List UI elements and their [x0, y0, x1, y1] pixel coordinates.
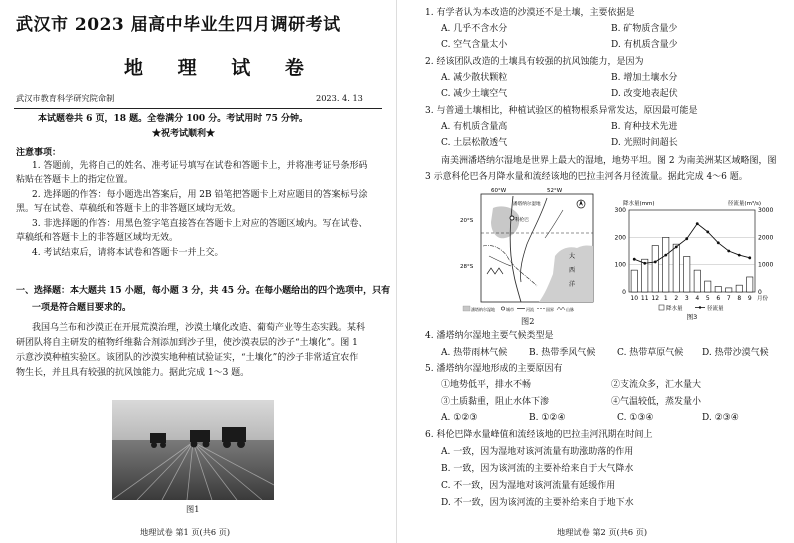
chart-category-label: 5 [705, 295, 710, 302]
figure-2-map [457, 186, 599, 318]
chart-bar-precip [694, 270, 700, 292]
q3-option-b: B. 育种技术先进 [611, 122, 678, 132]
q1-stem: 1. 有学者认为本改造的沙漠还不是土壤，主要依据是 [425, 8, 635, 18]
chart-left-tick-label: 300 [614, 207, 626, 214]
map-lat-label-2: 28°S [460, 264, 474, 270]
legend-river-label: 河流 [526, 307, 534, 312]
chart-left-axis-label: 降水量(mm) [623, 201, 655, 207]
q3-option-a: A. 有机质含量高 [441, 122, 508, 132]
chart-right-axis-label: 径流量(m³/s) [727, 201, 761, 207]
q3-stem: 3. 与普通土壤相比，种植试验区的植物根系异常发达，原因最可能是 [425, 106, 698, 116]
q6-stem: 6. 科伦巴降水量峰值和流经该地的巴拉圭河汛期在时间上 [425, 430, 653, 440]
section-title-line2: 一项是符合题目要求的。 [32, 303, 132, 313]
q5-stem: 5. 潘塔纳尔湿地形成的主要原因有 [425, 364, 563, 374]
legend-wetland-swatch [463, 306, 470, 311]
chart-line-runoff [634, 224, 750, 264]
corumba-city-dot [510, 216, 514, 220]
chart-category-label: 8 [737, 295, 742, 302]
chart-category-label: 6 [716, 295, 721, 302]
q2-stem: 2. 经该团队改造的土壤具有较强的抗风蚀能力，是因为 [425, 57, 644, 67]
figure-1-photo [112, 400, 274, 500]
chart-category-label: 4 [695, 295, 700, 302]
chart-left-tick-label: 100 [614, 261, 626, 269]
exam-title: 武汉市 2023 届高中毕业生四月调研考试 [16, 15, 341, 35]
figure-2-caption: 图2 [521, 316, 535, 326]
chart-legend-bar-label: 降水量 [666, 306, 683, 312]
chart-right-tick-label: 3000 [758, 207, 774, 214]
exam-summary: 本试题卷共 6 页，18 题。全卷满分 100 分。考试用时 75 分钟。 [38, 114, 309, 124]
q5-choice-a: A. ①②③ [441, 413, 478, 423]
q6-option-d: D. 不一致，因为该河流的主要补给来自于地下水 [441, 498, 634, 508]
chart-category-label: 7 [726, 295, 731, 302]
passage-line-3: 示意沙漠种植实验区。该团队的沙漠实地种植试验证实，“土壤化”的沙子非常适宜农作 [16, 353, 359, 363]
q3-option-c: C. 土层松散透气 [441, 138, 508, 148]
passage2-line-1: 南美洲潘塔纳尔湿地是世界上最大的湿地，地势平坦。图 2 为南美洲某区域略图，图 [441, 156, 777, 166]
exam-date: 2023. 4. 13 [316, 93, 363, 103]
legend-mountain-label: 山脉 [566, 307, 574, 312]
chart-bar-precip [631, 270, 637, 292]
chart-point-runoff [717, 241, 720, 244]
left-page [0, 0, 396, 543]
note-1a: 1. 答题前，先将自己的姓名、准考证号填写在试卷和答题卡上，并将准考证号条形码 [32, 161, 368, 171]
right-footer: 地理试卷 第2 页(共6 页) [557, 527, 648, 537]
notes-title: 注意事项： [16, 148, 62, 158]
chart-bar-precip [652, 246, 658, 292]
chart-legend-line-label: 径流量 [707, 306, 724, 312]
chart-bar-precip [663, 237, 669, 292]
right-page [397, 0, 794, 543]
map-ocean-char-3: 洋 [569, 281, 576, 288]
q5-choice-b: B. ①②④ [529, 413, 566, 423]
chart-point-runoff [706, 230, 709, 233]
q6-option-a: A. 一致，因为湿地对该河流量有助涨助落的作用 [441, 447, 634, 457]
q5-choice-c: C. ①③④ [617, 413, 654, 423]
passage2-line-2: 3 示意科伦巴各月降水量和流经该地的巴拉圭河各月径流量。据此完成 4～6 题。 [425, 172, 748, 182]
chart-point-runoff [696, 222, 699, 225]
legend-mountain-swatch [557, 307, 565, 310]
q4-stem: 4. 潘塔纳尔湿地主要气候类型是 [425, 331, 554, 341]
map-lon-label-1: 60°W [491, 188, 507, 194]
q6-option-b: B. 一致，因为该河流的主要补给来自于大气降水 [441, 464, 634, 474]
chart-left-tick-label: 200 [614, 234, 626, 242]
note-2a: 2. 选择题的作答：每小题选出答案后，用 2B 铅笔把答题卡上对应题目的答案标号涂 [32, 190, 368, 200]
q1-option-c: C. 空气含量太小 [441, 40, 508, 50]
chart-bar-precip [736, 285, 742, 292]
legend-border-label: 国界 [546, 307, 554, 312]
chart-point-runoff [727, 250, 730, 253]
q5-item-2: ②支流众多，汇水量大 [611, 380, 702, 390]
chart-point-runoff [664, 254, 667, 257]
note-3a: 3. 非选择题的作答：用黑色签字笔直接答在答题卡上对应的答题区域内。写在试卷、 [32, 219, 368, 229]
map-lat-label-1: 20°S [460, 218, 474, 224]
map-ocean-char-1: 大 [569, 253, 576, 260]
header-rule [14, 108, 382, 109]
q5-item-1: ①地势低平，排水不畅 [441, 380, 532, 390]
q6-option-c: C. 不一致，因为湿地对该河流量有延缓作用 [441, 481, 616, 491]
q4-option-c: C. 热带草原气候 [617, 348, 684, 358]
q4-option-a: A. 热带雨林气候 [441, 348, 508, 358]
chart-bar-precip [726, 288, 732, 292]
q4-option-b: B. 热带季风气候 [529, 348, 596, 358]
legend-city-swatch [501, 307, 504, 310]
chart-point-runoff [685, 237, 688, 240]
chart-bar-precip [715, 287, 721, 292]
passage-line-4: 物生长，并且具有较强的抗风蚀能力。据此完成 1～3 题。 [16, 368, 250, 378]
chart-bar-precip [673, 244, 679, 292]
chart-category-label: 10 [630, 295, 639, 302]
q2-option-a: A. 减少散状颗粒 [441, 73, 508, 83]
q1-option-b: B. 矿物质含量少 [611, 24, 678, 34]
chart-point-runoff [675, 246, 678, 249]
chart-x-axis-label: 月份 [757, 296, 769, 302]
chart-bar-precip [705, 281, 711, 292]
chart-category-label: 11 [640, 295, 649, 302]
blessing: ★祝考试顺利★ [152, 129, 216, 139]
chart-point-runoff [633, 258, 636, 261]
legend-wetland-label: 潘塔纳尔湿地 [471, 307, 495, 312]
chart-point-runoff [738, 254, 741, 257]
chart-point-runoff [654, 261, 657, 264]
map-ocean-char-2: 西 [569, 267, 576, 274]
note-3b: 草稿纸和答题卡上的非答题区域均无效。 [16, 233, 179, 243]
q2-option-c: C. 减少土壤空气 [441, 89, 508, 99]
q5-item-4: ④气温较低，蒸发量小 [611, 397, 702, 407]
note-4: 4. 考试结束后，请将本试卷和答题卡一并上交。 [32, 248, 224, 258]
q3-option-d: D. 光照时间超长 [611, 138, 678, 148]
chart-legend-line-marker [699, 306, 701, 308]
figure-3-chart [603, 196, 785, 322]
chart-category-label: 3 [684, 295, 689, 302]
chart-category-label: 1 [663, 295, 668, 302]
q1-option-d: D. 有机质含量少 [611, 40, 678, 50]
q2-option-b: B. 增加土壤水分 [611, 73, 678, 83]
q5-choice-d: D. ②③④ [702, 413, 739, 423]
chart-point-runoff [748, 256, 751, 259]
chart-point-runoff [643, 262, 646, 265]
note-1b: 粘贴在答题卡上的指定位置。 [16, 175, 134, 185]
q2-option-d: D. 改变地表起伏 [611, 89, 678, 99]
q5-item-3: ③土质黏重，阻止水体下渗 [441, 397, 550, 407]
map-lon-label-2: 52°W [547, 188, 563, 194]
chart-right-tick-label: 1000 [758, 261, 774, 269]
chart-right-tick-label: 2000 [758, 234, 774, 242]
chart-bar-precip [684, 256, 690, 292]
chart-bar-precip [747, 277, 753, 292]
left-footer: 地理试卷 第1 页(共6 页) [140, 527, 231, 537]
figure-1-caption: 图1 [186, 504, 200, 514]
subject-title: 地 理 试 卷 [124, 57, 318, 79]
passage-line-2: 研团队将自主研发的植物纤维黏合剂添加到沙子里，使沙漠表层的沙子“土壤化”。图 1 [16, 338, 358, 348]
chart-left-tick-label: 0 [622, 289, 626, 296]
q4-option-d: D. 热带沙漠气候 [702, 348, 769, 358]
chart-legend-bar-swatch [659, 305, 664, 310]
figure-3-caption: 图3 [686, 313, 698, 321]
legend-city-label: 城市 [506, 307, 514, 312]
passage-line-1: 我国乌兰布和沙漠正在开展荒漠治理，沙漠土壤化改造、葡萄产业等生态实践。某科 [32, 323, 366, 333]
q1-option-a: A. 几乎不含水分 [441, 24, 508, 34]
chart-right-tick-label: 0 [758, 289, 762, 296]
chart-category-label: 12 [651, 295, 660, 302]
chart-category-label: 9 [747, 295, 752, 302]
note-2b: 黑。写在试卷、草稿纸和答题卡上的非答题区域均无效。 [16, 204, 242, 214]
section-title-line1: 一、选择题：本大题共 15 小题，每小题 3 分，共 45 分。在每小题给出的四个选项中，只有 [16, 286, 391, 296]
map-city-label: 科伦巴 [515, 218, 529, 223]
institution: 武汉市教育科学研究院命制 [16, 93, 115, 103]
chart-category-label: 2 [674, 295, 679, 302]
map-wetland-label: 潘塔纳尔湿地 [513, 202, 541, 207]
